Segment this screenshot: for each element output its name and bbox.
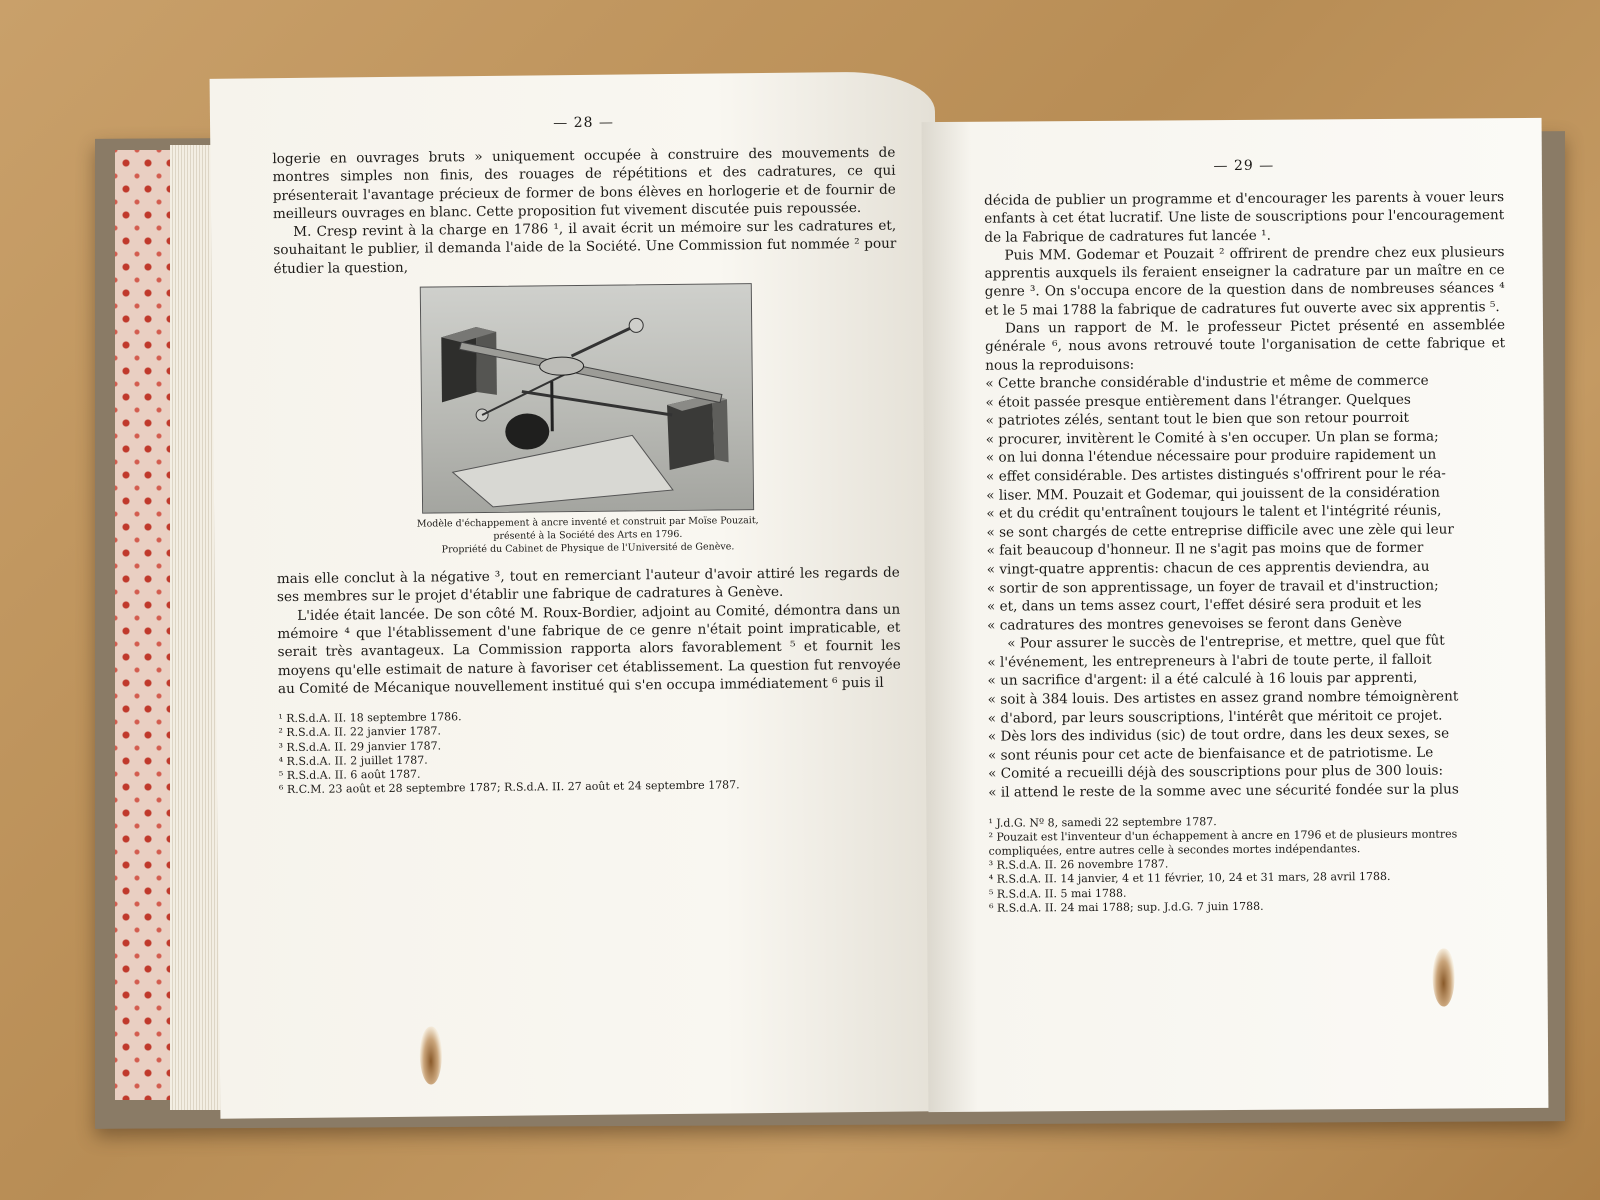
paper-stain (420, 1026, 443, 1084)
paragraph: mais elle conclut à la négative ³, tout en remerciant l'auteur d'avoir attiré les regards de ses membres sur le projet d'établir une fabrique de cadratures à Genève. (276, 564, 900, 606)
quote-line: « vingt-quatre apprentis: chacun de ces apprentis deviendra, au (986, 558, 1430, 578)
paper-stain (1432, 948, 1454, 1006)
quote-line: « Pour assurer le succès de l'entreprise, et mettre, quel que fût (1007, 632, 1445, 652)
quote-line: « Cette branche considérable d'industrie et même de commerce (985, 372, 1429, 392)
quote-line: « procurer, invitèrent le Comité à s'en occuper. Un plan se forma; (985, 428, 1439, 448)
footnote: ¹ J.d.G. Nº 8, samedi 22 septembre 1787. (988, 814, 1217, 830)
quote-line: « sont réunis pour cet acte de bienfaisance et de patriotisme. Le (987, 744, 1434, 764)
quote-line: « liser. MM. Pouzait et Godemar, qui jouissent de la considération (986, 484, 1440, 504)
quote-line: « patriotes zélés, sentant tout le bien que son retour pourroit (985, 409, 1410, 429)
caption-line: Propriété du Cabinet de Physique de l'Université de Genève. (441, 541, 735, 556)
open-book (95, 65, 1575, 1135)
paragraph: décida de publier un programme et d'encourager les parents à vouer leurs enfants à cet état lucratif. Une liste de souscriptions pour l'encouragement de la Fabrique de cadratures fut lancée ¹. (984, 189, 1505, 246)
escapement-model-photo (419, 283, 753, 513)
quote-line: « sortir de son apprentissage, un foyer de travail et d'instruction; (986, 577, 1439, 597)
quote-line: « étoit passée presque entièrement dans l'étranger. Quelques (985, 391, 1411, 411)
footnote: ³ R.S.d.A. II. 29 janvier 1787. (278, 738, 442, 754)
caption-line: Modèle d'échappement à ancre inventé et construit par Moïse Pouzait, (416, 515, 759, 530)
quote-line: « Comité a recueilli déjà des souscriptions pour plus de 300 louis: (988, 762, 1444, 783)
quote-line: « l'événement, les entrepreneurs à l'abri de toute perte, il falloit (987, 651, 1432, 671)
footnote: ² Pouzait est l'inventeur d'un échappement à ancre en 1796 et de plusieurs montres compliquées, entre autres celle à secondes mortes indépendantes. (988, 827, 1458, 858)
page-number-left: — 28 — (553, 114, 614, 132)
quote-line: « et du crédit qu'entraînent toujours le talent et l'intégrité réunis, (986, 502, 1442, 522)
page-number-right: — 29 — (1213, 157, 1275, 175)
footnote: ² R.S.d.A. II. 22 janvier 1787. (278, 724, 442, 740)
footnote: ⁵ R.S.d.A. II. 6 août 1787. (278, 767, 421, 783)
quoted-report (985, 371, 1508, 802)
quote-line: « cadratures des montres genevoises se feront dans Genève (987, 614, 1403, 634)
footnote: ⁴ R.S.d.A. II. 2 juillet 1787. (278, 753, 428, 768)
footnote: ³ R.S.d.A. II. 26 novembre 1787. (988, 857, 1169, 872)
paragraph: Dans un rapport de M. le professeur Pictet présenté en assemblée générale ⁶, nous avons retrouvé toute l'organisation de cette fabrique et nous la reproduisons: (985, 317, 1506, 374)
quote-line: « il attend le reste de la somme avec une sécurité fondée sur la plus (988, 781, 1459, 801)
footnote: ⁵ R.S.d.A. II. 5 mai 1788. (988, 886, 1127, 901)
left-page (210, 71, 946, 1119)
quote-line: « et, dans un tems assez court, l'effet désiré sera produit et les (986, 595, 1422, 615)
quote-line: « on lui donna l'étendue nécessaire pour produire rapidement un (985, 446, 1437, 467)
quote-line: « d'abord, par leurs souscriptions, l'intérêt que méritoit ce projet. (987, 707, 1443, 727)
footnote: ⁶ R.S.d.A. II. 24 mai 1788; sup. J.d.G. 7 juin 1788. (988, 899, 1264, 915)
decorative-endpaper (115, 150, 177, 1100)
caption-line: présenté à la Société des Arts en 1796. (493, 528, 683, 542)
right-page (922, 118, 1549, 1112)
photo-caption (276, 513, 899, 559)
footnote: ¹ R.S.d.A. II. 18 septembre 1786. (278, 710, 462, 726)
footnotes-right (988, 813, 1509, 916)
quote-line: « effet considérable. Des artistes distingués s'offrirent pour le réa- (985, 465, 1446, 485)
paragraph: logerie en ouvrages bruts » uniquement occupée à construire des mouvements de montres simples non finis, des rouages de répétitions et des cadratures, ce qui présenterait l'avantage précieux de former de bons élèves en horlogerie et de fournir de meilleurs ouvrages en blanc. Cette proposition fut vivement discutée puis repoussée. (272, 144, 896, 223)
quote-line: « se sont chargés de cette entreprise difficile avec une zèle qui leur (986, 521, 1454, 541)
footnote: ⁴ R.S.d.A. II. 14 janvier, 4 et 11 février, 10, 24 et 31 mars, 28 avril 1788. (988, 870, 1391, 887)
escapement-model-illustration (420, 284, 752, 512)
quote-line: « Dès lors des individus (sic) de tout ordre, dans les deux sexes, se (987, 725, 1450, 745)
quote-line: « un sacrifice d'argent: il a été calculé à 16 louis par apprenti, (987, 670, 1418, 690)
footnotes-left (278, 706, 902, 798)
footnote: ⁶ R.C.M. 23 août et 28 septembre 1787; R.S.d.A. II. 27 août et 24 septembre 1787. (278, 778, 740, 797)
paragraph: M. Cresp revint à la charge en 1786 ¹, il avait écrit un mémoire sur les cadratures et, souhaitant le publier, il demanda l'aide de la Société. Une Commission fut nommée ² pour étudier la question, (273, 217, 897, 277)
paragraph: L'idée était lancée. De son côté M. Roux-Bordier, adjoint au Comité, démontra dans un mémoire ⁴ que l'établissement d'une fabrique de ce genre n'était point impraticable, et serait très avantageux. La Commission rapporta alors favorablement ⁵ et fournit les moyens qu'elle estimait de nature à favoriser cet établissement. La question fut renvoyée au Comité de Mécanique nouvellement institué qui s'en occupa immédiatement ⁶ puis il (277, 601, 901, 698)
quote-line: « fait beaucoup d'honneur. Il ne s'agit pas moins que de former (986, 539, 1424, 560)
paragraph: Puis MM. Godemar et Pouzait ² offrirent de prendre chez eux plusieurs apprentis auxquels ils feraient enseigner la cadrature par un maître en ce genre ³. On s'occupa encore de la question dans de nombreuses séances ⁴ et le 5 mai 1788 la fabrique de cadratures fut ouverte avec six apprentis ⁵. (984, 244, 1505, 319)
quote-line: « soit à 384 louis. Des artistes en assez grand nombre témoignèrent (987, 688, 1459, 708)
